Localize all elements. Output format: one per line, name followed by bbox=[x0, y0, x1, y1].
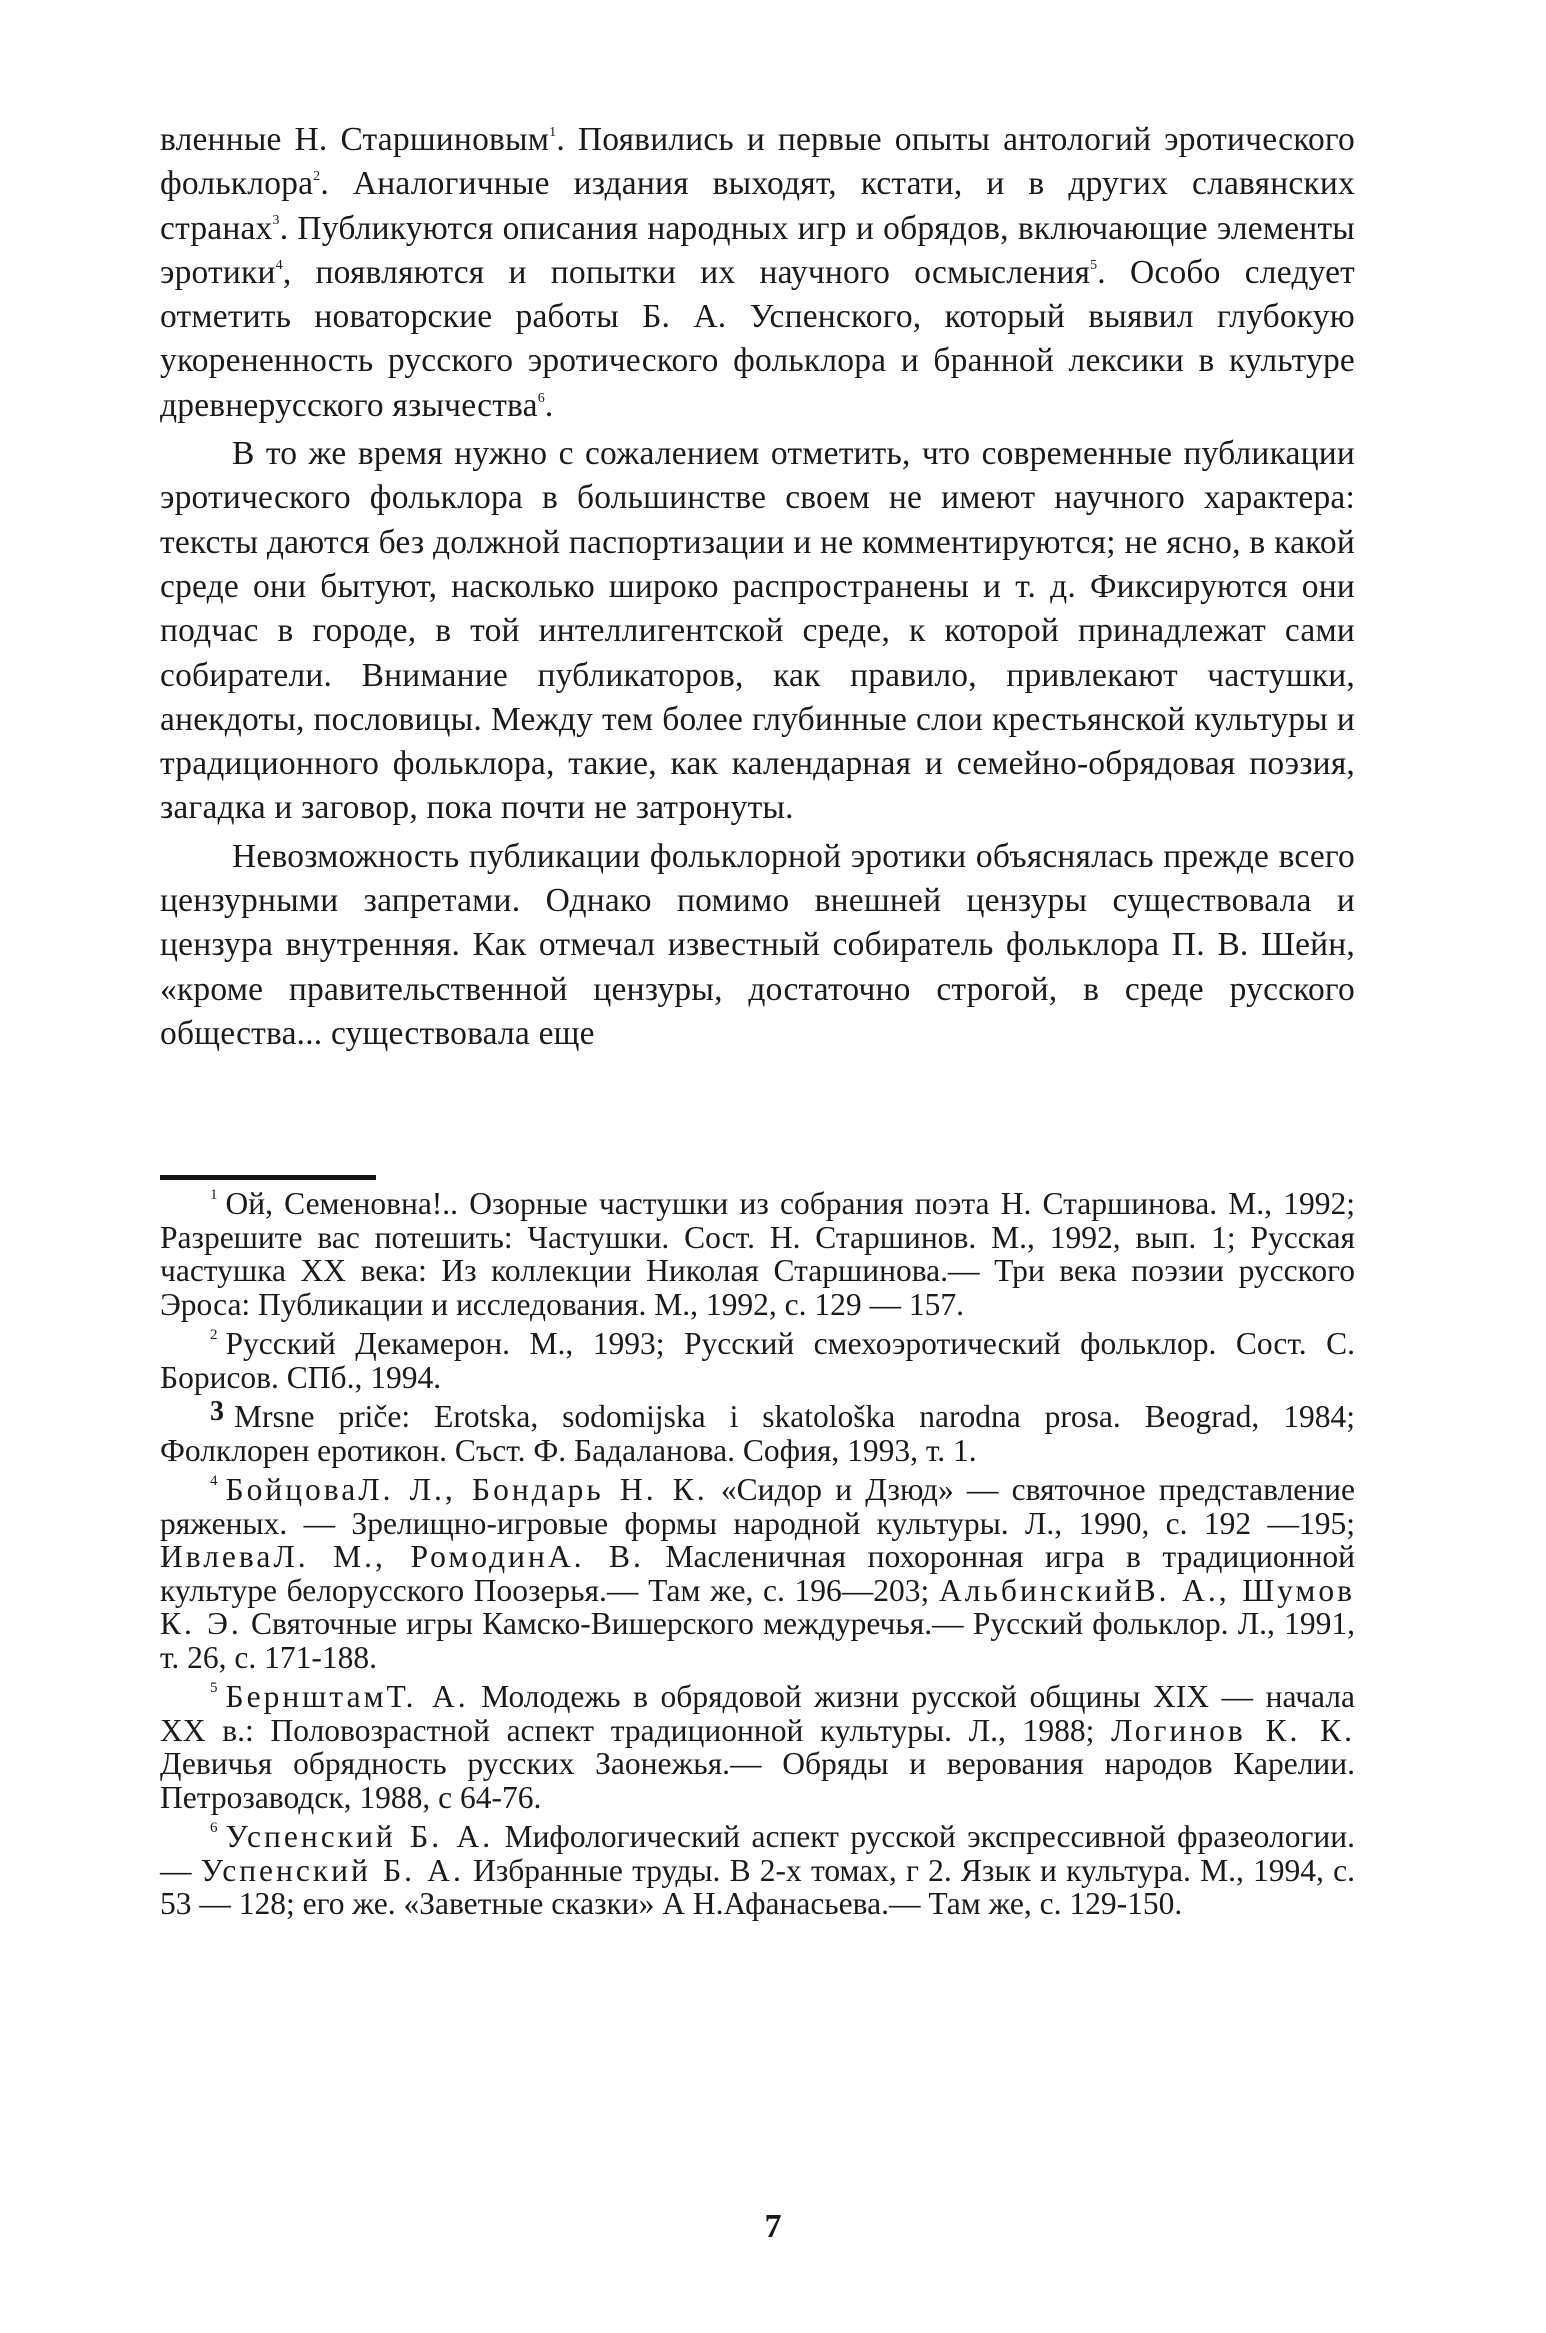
main-text bbox=[160, 118, 1355, 1056]
author-name: Успенский Б. А. bbox=[200, 1852, 464, 1888]
footnote-3: 3 Mrsne priče: Erotska, sodomijska i skatološka narodna prosa. Beograd, 1984; Фолклорен еротикон. Съст. Ф. Бадаланова. София, 1993, т. 1. bbox=[160, 1395, 1355, 1468]
paragraph-2: В то же время нужно с сожалением отметить, что современные публикации эротического фольклора в большинстве своем не имеют научного характера: тексты даются без должной паспортизации и не комментируются; не ясно, в какой среде они бытуют, насколько широко распространены и т. д. Фиксируются они подчас в городе, в той интеллигентской среде, к которой принадлежат сами собиратели. Внимание публикаторов, как правило, привлекают частушки, анекдоты, пословицы. Между тем более глубинные слои крестьянской культуры и традиционного фольклора, такие, как календарная и семейно-обрядовая поэзия, загадка и заговор, пока почти не затронуты. bbox=[160, 435, 1355, 827]
footnote-ref-1: 1 bbox=[549, 124, 557, 140]
footnote-separator bbox=[160, 1175, 376, 1180]
author-name: Логинов К. К. bbox=[1111, 1712, 1355, 1748]
footnote-4: $^4$ БойцоваЛ. Л., Бондарь Н. К. «Сидор и Дзюд» — святочное представление ряженых. — Зрелищно-игровые формы народной культуры. Л., 1990, с. 192 —195; ИвлеваЛ. М., РомодинА. В. Масленичная похоронная игра в традиционной культуре белорусского Поозерья.— Там же, с. 196—203; АльбинскийВ. А., Шумов К. Э. Святочные игры Камско-Вишерского междуречья.— Русский фольклор. Л., 1991, т. 26, с. 171-188. bbox=[160, 1472, 1355, 1675]
paragraph-1: вленные Н. Старшиновым$^1$. Появились и первые опыты антологий эротического фольклора$^2$. Аналогичные издания выходят, кстати, и в других славянских странах$^3$. Публикуются описания народных игр и обрядов, включающие элементы эротики$^4$, появляются и попытки их научного осмысления$^5$. Особо следует отметить новаторские работы Б. А. Успенского, который выявил глубокую укорененность русского эротического фольклора и бранной лексики в культуре древнерусского язычества$^6$. bbox=[160, 121, 1355, 424]
footnote-2: $^2$ Русский Декамерон. М., 1993; Русский смехоэротический фольклор. Сост. С. Борисов. СПб., 1994. bbox=[160, 1326, 1355, 1395]
footnotes bbox=[160, 1187, 1355, 1927]
author-name: АльбинскийВ. А., Шумов К. Э. bbox=[160, 1572, 1355, 1641]
author-name: ИвлеваЛ. М., РомодинА. В. bbox=[160, 1539, 644, 1574]
paragraph-3: Невозможность публикации фольклорной эротики объяснялась прежде всего цензурными запретами. Однако помимо внешней цензуры существовала и цензура внутренняя. Как отмечал известный собиратель фольклора П. В. Шейн, «кроме правительственной цензуры, достаточно строгой, в среде русского общества... существовала еще bbox=[160, 837, 1355, 1052]
footnote-ref-2: 2 bbox=[313, 169, 321, 185]
footnote-1: $^1$ Ой, Семеновна!.. Озорные частушки из собрания поэта Н. Старшинова. М., 1992; Разрешите вас потешить: Частушки. Сост. Н. Старшинов. М., 1992, вып. 1; Русская частушка XX века: Из коллекции Николая Старшинова.— Три века поэзии русского Эроса: Публикации и исследования. М., 1992, с. 129 — 157. bbox=[160, 1186, 1355, 1322]
author-name: БойцоваЛ. Л., Бондарь Н. К. bbox=[225, 1472, 708, 1507]
footnote-ref-4: 4 bbox=[275, 257, 283, 273]
footnote-5: $^5$ БернштамТ. А. Молодежь в обрядовой жизни русской общины XIX — начала XX в.: Половозрастной аспект традиционной культуры. Л., 1988; Логинов К. К. Девичья обрядность русских Заонежья.— Обряды и верования народов Карелии. Петрозаводск, 1988, с 64-76. bbox=[160, 1679, 1355, 1815]
page-number: 7 bbox=[764, 2208, 782, 2245]
footnote-6: $^6$ Успенский Б. А. Мифологический аспект русской экспрессивной фразеологии.— Успенский Б. А. Избранные труды. В 2-х томах, г 2. Язык и культура. М., 1994, с. 53 — 128; его же. «Заветные сказки» А Н.Афанасьева.— Там же, с. 129-150. bbox=[160, 1819, 1355, 1921]
footnote-ref-6: 6 bbox=[537, 390, 545, 406]
footnote-ref-5: 5 bbox=[1090, 257, 1098, 273]
footnote-ref-3: 3 bbox=[272, 213, 280, 229]
author-name: БернштамТ. А. bbox=[225, 1679, 469, 1714]
author-name: Успенский Б. А. bbox=[225, 1819, 494, 1854]
